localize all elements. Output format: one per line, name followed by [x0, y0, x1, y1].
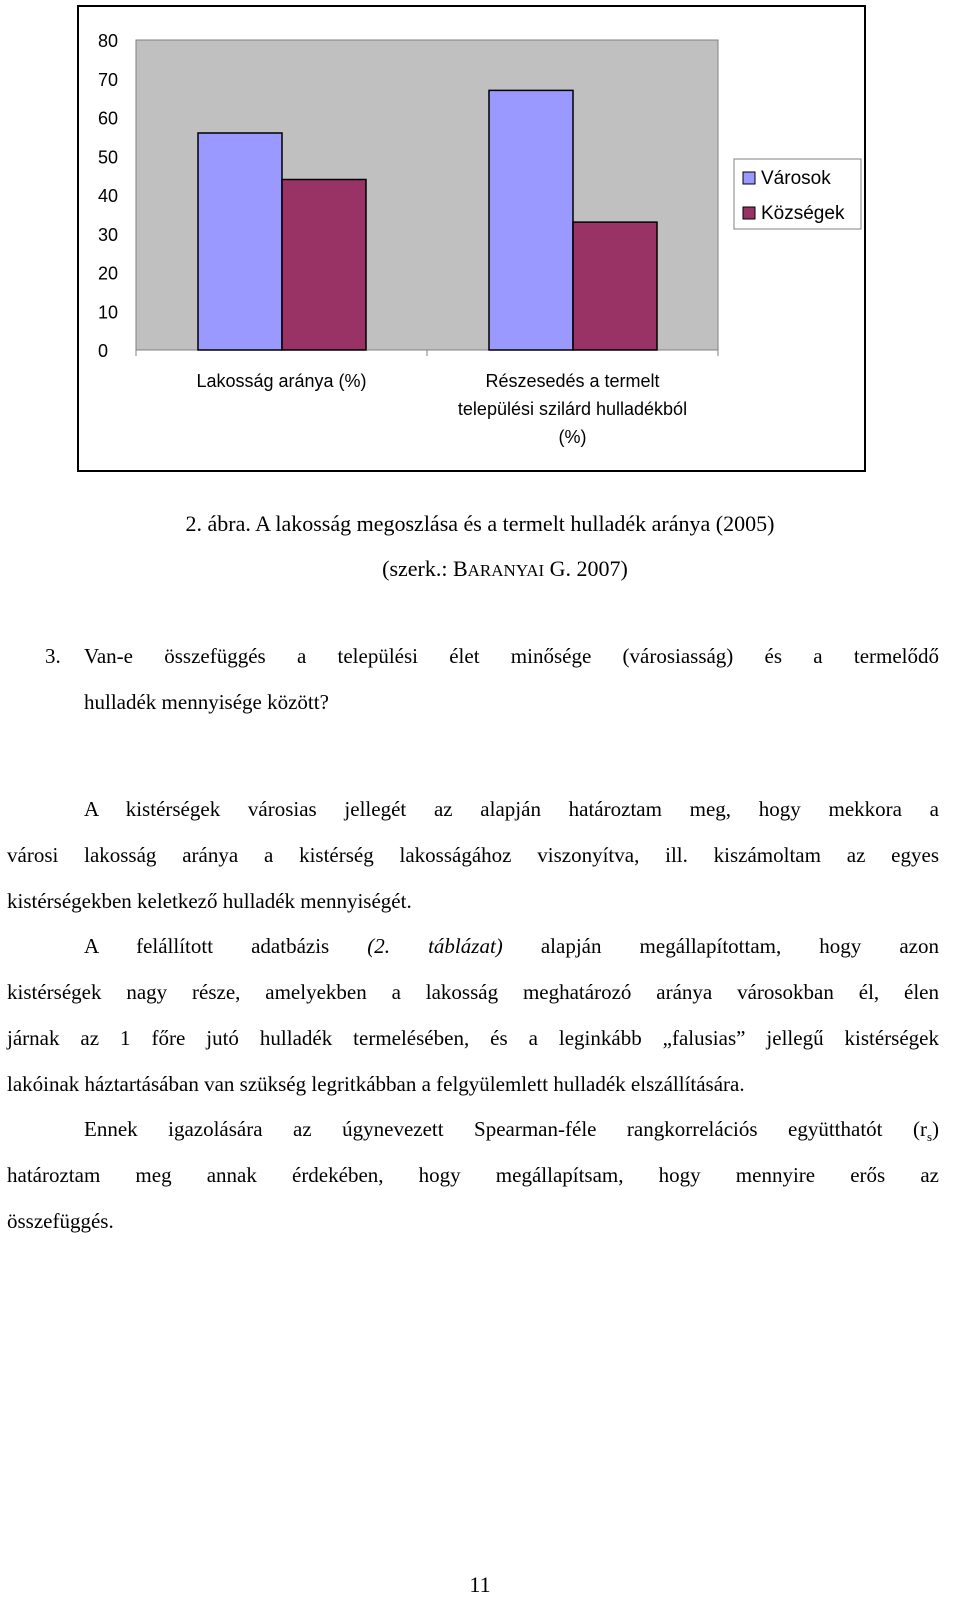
bar-chart — [79, 7, 868, 474]
y-tick-label: 50 — [98, 147, 119, 168]
paragraph-2-line-2: kistérségek nagy része, amelyekben a lakosság meghatározó aránya városokban él, élen — [7, 980, 939, 1004]
bar-chart-figure — [77, 5, 866, 472]
y-tick-label: 30 — [98, 224, 119, 245]
y-tick-label: 20 — [98, 263, 119, 284]
bar-kozsegek — [282, 180, 366, 351]
x-category-label: települési szilárd hulladékból — [457, 399, 688, 419]
question-number: 3. — [45, 644, 61, 668]
bar-varosok — [489, 90, 573, 350]
bar-varosok — [198, 133, 282, 350]
figure-caption-line-2: (szerk.: BARANYAI G. 2007) — [382, 556, 628, 581]
paragraph-2-line-3: járnak az 1 főre jutó hulladék termelésében, és a leginkább „falusias” jellegű kistérségek — [7, 1026, 939, 1050]
paragraph-1-line-2: városi lakosság aránya a kistérség lakosságához viszonyítva, ill. kiszámoltam az egyes — [7, 843, 939, 867]
legend-swatch — [743, 207, 755, 219]
y-tick-label: 10 — [98, 302, 119, 323]
y-tick-label: 0 — [98, 341, 109, 361]
paragraph-2-line-1: A felállított adatbázis (2. táblázat) alapján megállapítottam, hogy azon — [84, 934, 940, 958]
legend-swatch — [743, 172, 755, 184]
paragraph-1-line-1: A kistérségek városias jellegét az alapján határoztam meg, hogy mekkora a — [84, 797, 939, 821]
page-number: 11 — [469, 1572, 491, 1597]
y-tick-label: 60 — [98, 108, 119, 129]
y-tick-label: 80 — [98, 31, 119, 51]
paragraph-2-line-4: lakóinak háztartásában van szükség legritkábban a felgyülemlett hulladék elszállítására. — [7, 1072, 745, 1096]
question-line-2: hulladék mennyisége között? — [84, 690, 329, 714]
x-category-label: (%) — [558, 427, 587, 447]
question-line-1: Van-e összefüggés a települési élet minősége (városiasság) és a termelődő — [84, 644, 939, 668]
figure-caption-line-1: 2. ábra. A lakosság megoszlása és a termelt hulladék aránya (2005) — [185, 511, 775, 536]
paragraph-3-line-2: határoztam meg annak érdekében, hogy megállapítsam, hogy mennyire erős az — [7, 1163, 939, 1187]
paragraph-3-line-3: összefüggés. — [7, 1209, 114, 1233]
legend-label: Városok — [761, 168, 831, 189]
x-category-label: Részesedés a termelt — [485, 371, 660, 391]
author-small-caps: ARANYAI — [467, 561, 545, 580]
legend-label: Községek — [761, 203, 845, 224]
bar-kozsegek — [573, 222, 657, 350]
x-category-label: Lakosság aránya (%) — [196, 371, 367, 391]
table-reference: (2. táblázat) — [367, 934, 503, 958]
paragraph-3-line-1: Ennek igazolására az úgynevezett Spearman-féle rangkorrelációs együtthatót $(r_s)$ — [84, 1117, 939, 1145]
paragraph-1-line-3: kistérségekben keletkező hulladék mennyiségét. — [7, 889, 412, 913]
y-tick-label: 40 — [98, 186, 119, 206]
y-tick-label: 70 — [98, 69, 119, 90]
